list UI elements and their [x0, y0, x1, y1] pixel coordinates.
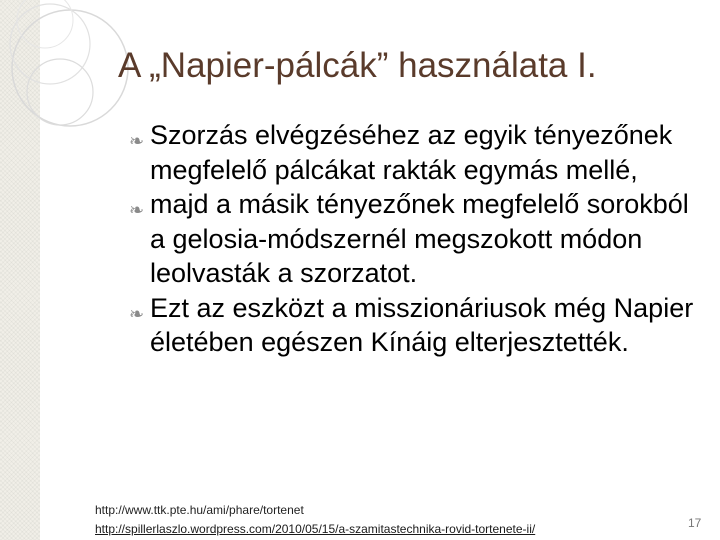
- bullet-list: [126, 118, 706, 360]
- bullet-text: Ezt az eszközt a misszionáriusok még Napier életében egészen Kínáig elterjesztették.: [150, 292, 694, 357]
- bullet-text: majd a másik tényezőnek megfelelő sorokból a gelosia-módszernél megszokott módon leolvasták a szorzatot.: [150, 189, 689, 288]
- decorative-side-stripe: [0, 0, 40, 540]
- source-link[interactable]: http://spillerlaszlo.wordpress.com/2010/05/15/a-szamitastechnika-rovid-tortenete-ii/: [95, 522, 536, 536]
- source-link[interactable]: http://www.ttk.pte.hu/ami/phare/tortenet: [95, 503, 304, 517]
- bullet-text: Szorzás elvégzéséhez az egyik tényezőnek megfelelő pálcákat rakták egymás mellé,: [150, 120, 673, 185]
- bullet-item: [126, 291, 706, 360]
- bullet-item: [126, 118, 706, 187]
- slide-title: A „Napier-pálcák” használata I.: [118, 46, 597, 85]
- bullet-icon: ❧: [129, 303, 145, 324]
- page-number: 17: [688, 516, 702, 530]
- bullet-icon: ❧: [129, 200, 145, 220]
- bullet-item: [126, 187, 706, 291]
- bullet-icon: ❧: [129, 131, 145, 151]
